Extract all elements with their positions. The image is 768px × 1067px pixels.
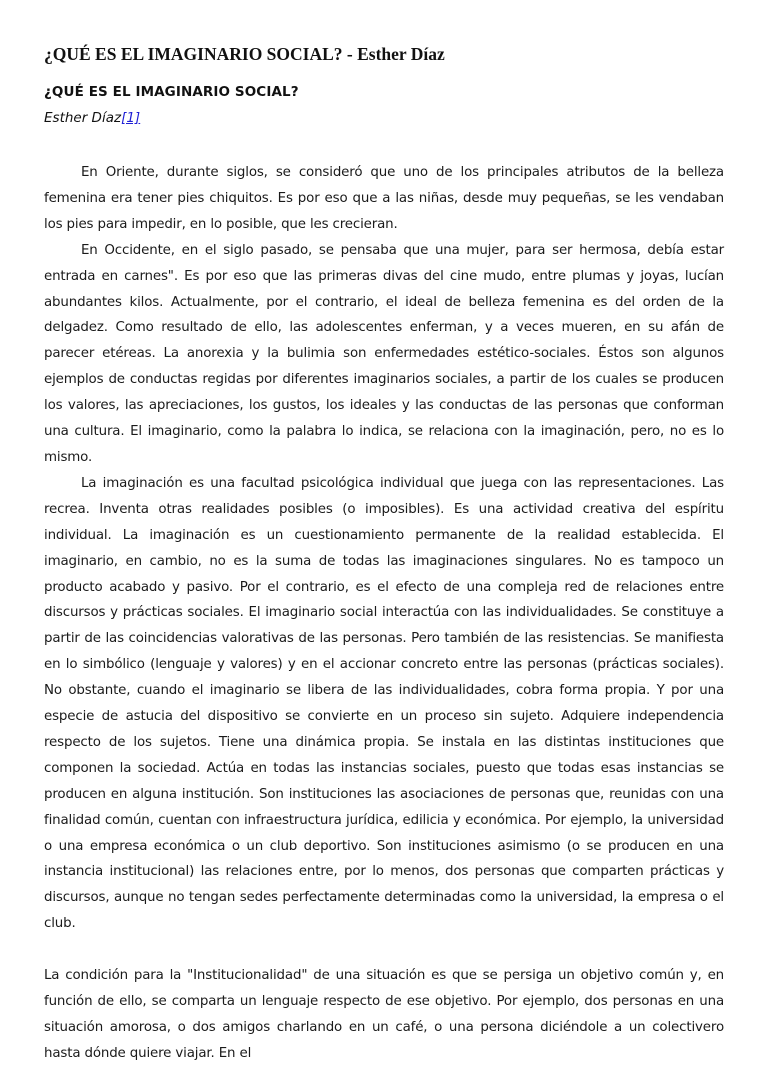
author-line (44, 110, 140, 126)
author-name: Esther Díaz (44, 110, 122, 126)
paragraph: La imaginación es una facultad psicológica individual que juega con las representaciones. Las recrea. Inventa otras realidades posibles (o imposibles). Es una actividad creativa del espíritu individual. La imaginación es un cuestionamiento permanente de la realidad establecida. El imaginario, en cambio, no es la suma de todas las imaginaciones singulares. No es tampoco un producto acabado y pasivo. Por el contrario, es el efecto de una compleja red de relaciones entre discursos y prácticas sociales. El imaginario social interactúa con las individualidades. Se constituye a partir de las coincidencias valorativas de las personas. Pero también de las resistencias. Se manifiesta en lo simbólico (lenguaje y valores) y en el accionar concreto entre las personas (prácticas sociales). No obstante, cuando el imaginario se libera de las individualidades, cobra forma propia. Y por una especie de astucia del dispositivo se convierte en un proceso sin sujeto. Adquiere independencia respecto de los sujetos. Tiene una dinámica propia. Se instala en las distintas instituciones que componen la sociedad. Actúa en todas las instancias sociales, puesto que todas esas instancias se producen en alguna institución. Son instituciones las asociaciones de personas que, reunidas con una finalidad común, cuentan con infraestructura jurídica, edilicia y económica. Por ejemplo, la universidad o una empresa económica o un club deportivo. Son instituciones asimismo (o se producen en una instancia institucional) las relaciones entre, por lo menos, dos personas que comparten prácticas y discursos, aunque no tengan sedes perfectamente determinadas como la universidad, la empresa o el club. (44, 475, 724, 932)
document-title: ¿QUÉ ES EL IMAGINARIO SOCIAL? - Esther Díaz (44, 44, 445, 64)
paragraph: La condición para la "Institucionalidad" de una situación es que se persiga un objetivo común y, en función de ello, se comparta un lenguaje respecto de ese objetivo. Por ejemplo, dos personas en una situación amorosa, o dos amigos charlando en un café, o una persona diciéndole a un colectivero hasta dónde quiere viajar. En el (44, 968, 724, 1061)
footnote-link[interactable]: [1] (121, 110, 141, 126)
paragraph: En Oriente, durante siglos, se consideró que uno de los principales atributos de la belleza femenina era tener pies chiquitos. Es por eso que a las niñas, desde muy pequeñas, se les vendaban los pies para impedir, en lo posible, que les crecieran. (44, 165, 724, 232)
paragraph: En Occidente, en el siglo pasado, se pensaba que una mujer, para ser hermosa, debía estar entrada en carnes". Es por eso que las primeras divas del cine mudo, entre plumas y joyas, lucían abundantes kilos. Actualmente, por el contrario, el ideal de belleza femenina es del orden de la delgadez. Como resultado de ello, las adolescentes enferman, y a veces mueren, en su afán de parecer etéreas. La anorexia y la bulimia son enfermedades estético-sociales. Éstos son algunos ejemplos de conductas regidas por diferentes imaginarios sociales, a partir de los cuales se producen los valores, las apreciaciones, los gustos, los ideales y las conductas de las personas que conforman una cultura. El imaginario, como la palabra lo indica, se relaciona con la imaginación, pero, no es lo mismo. (44, 242, 724, 465)
article-body (44, 160, 724, 1067)
article-heading: ¿QUÉ ES EL IMAGINARIO SOCIAL? (44, 84, 299, 100)
